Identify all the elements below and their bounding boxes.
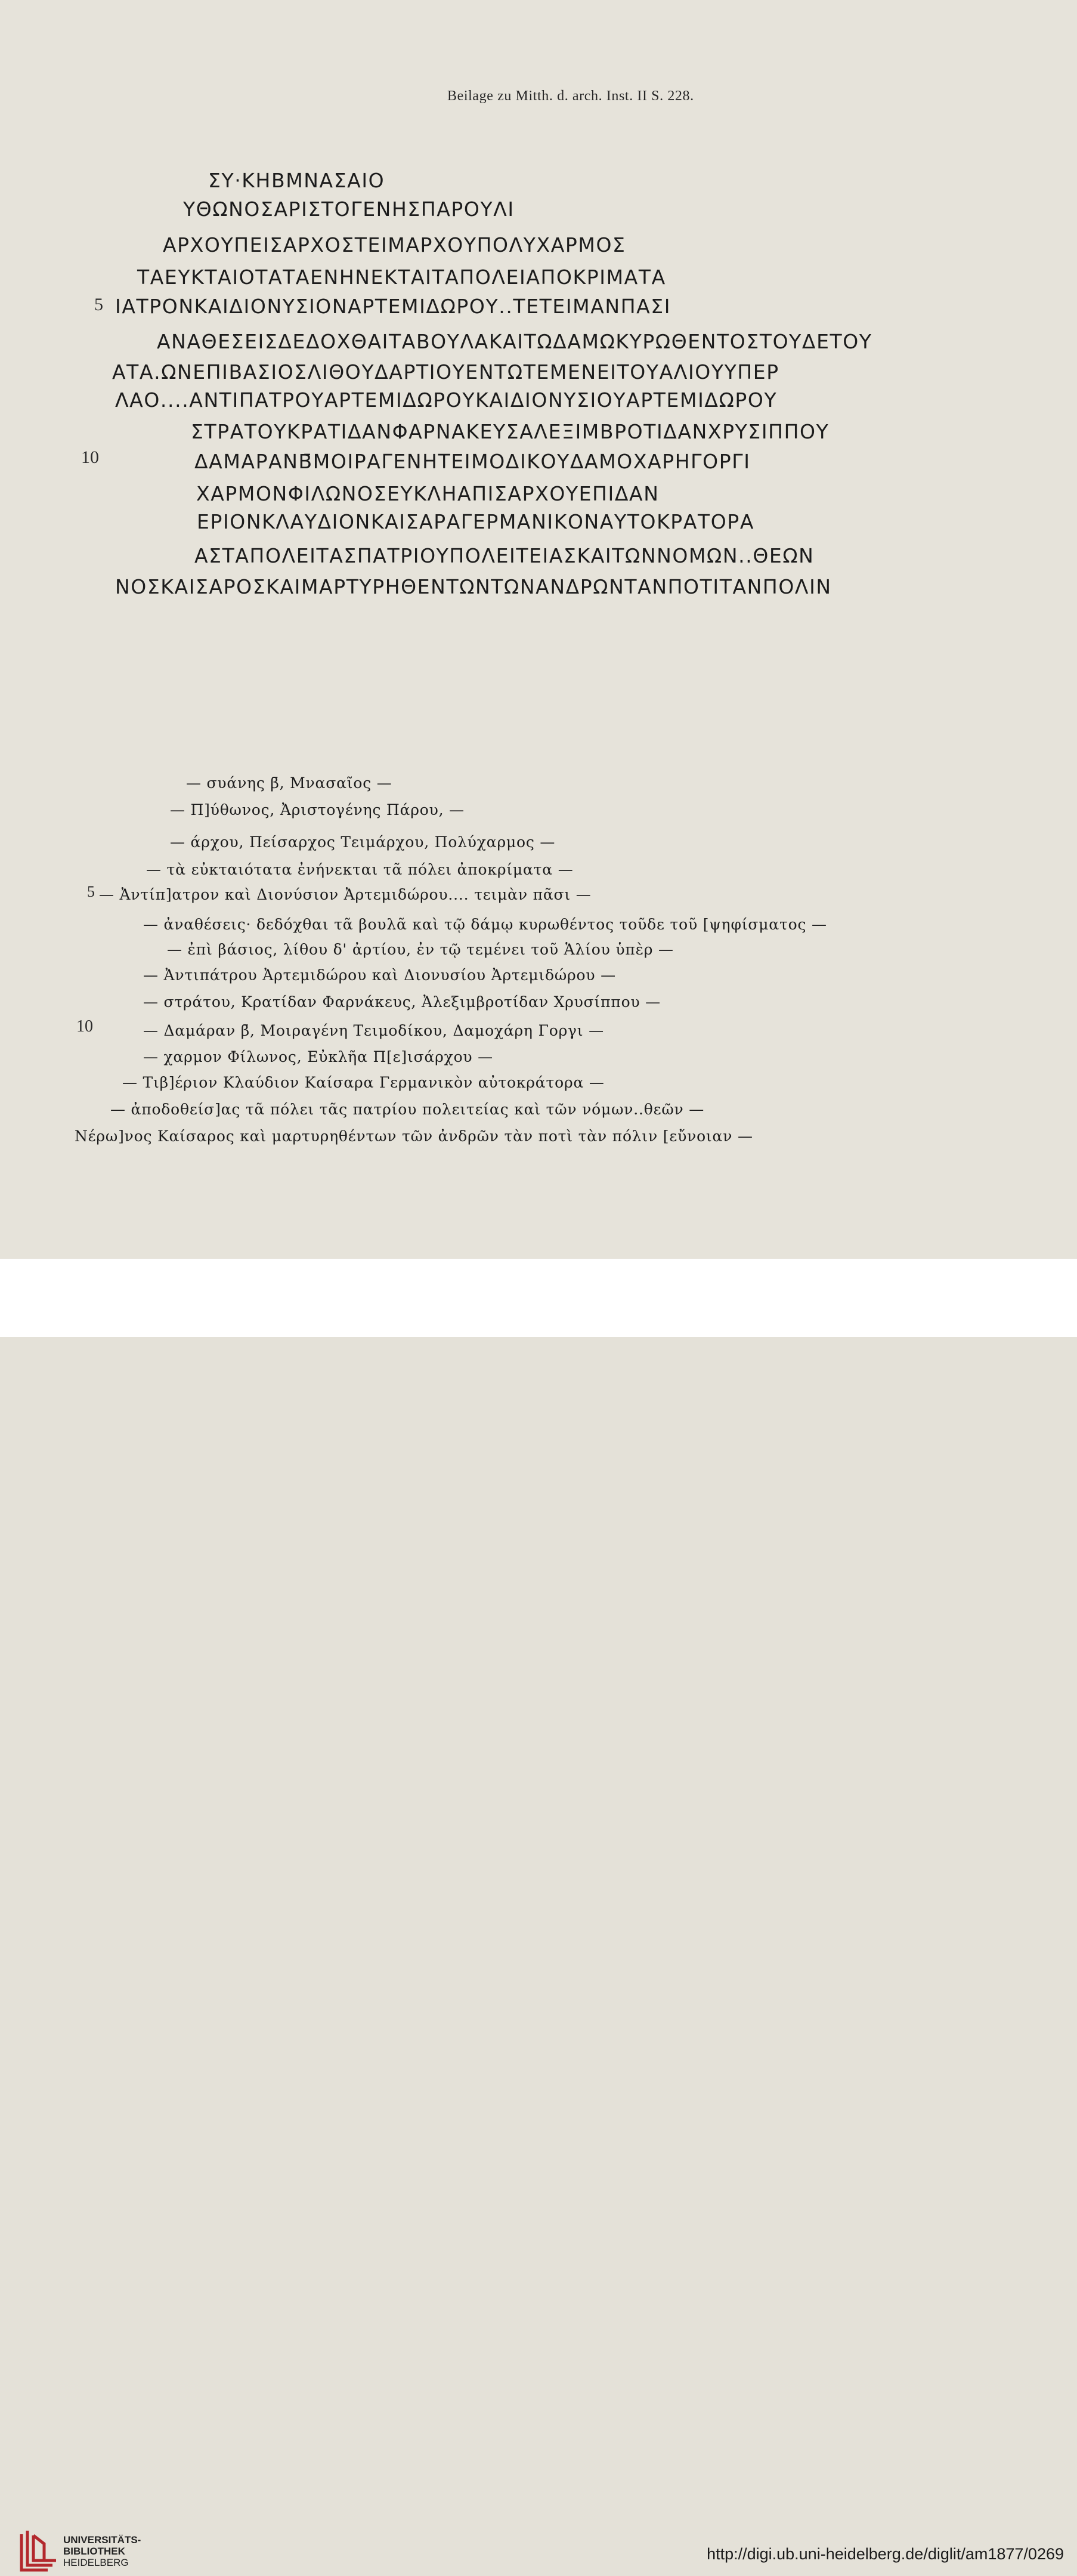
page-header-citation: Beilage zu Mitth. d. arch. Inst. II S. 228. <box>447 88 694 104</box>
inscription-line-10: ΔΑΜΑΡΑΝΒ̄ΜΟΙΡΑΓΕΝΗΤΕΙΜΟΔΙΚΟΥΔΑΜΟΧΑΡΗΓΟΡΓΙ <box>194 450 751 473</box>
transcription-line-3: — άρχου, Πείσαρχος Τειμάρχου, Πολύχαρμος — <box>170 833 556 851</box>
transcription-line-5: — Ἀντίπ]ατρον καὶ Διονύσιον Ἀρτεμιδώρου.... τειμὰν πᾶσι — <box>99 886 592 903</box>
transcription-line-14: Νέρω]νος Καίσαρος καὶ μαρτυρηθέντων τῶν ἀνδρῶν τὰν ποτὶ τὰν πόλιν [εὔνοιαν — <box>75 1128 753 1145</box>
library-name <box>63 2534 141 2568</box>
scanned-page <box>0 0 1077 1259</box>
inscription-line-5: ΙΑΤΡΟΝΚΑΙΔΙΟΝΥΣΙΟΝΑΡΤΕΜΙΔΩΡΟΥ..ΤΕΤΕΙΜΑΝΠΑΣΙ <box>115 295 671 318</box>
inscription-line-6: ΑΝΑΘΕΣΕΙΣΔΕΔΟΧΘΑΙΤΑΒΟΥΛΑΚΑΙΤΩΔΑΜΩΚΥΡΩΘΕΝΤΟΣΤΟΥΔΕΤΟΥ <box>157 330 872 353</box>
transcription-line-13: — ἀποδοθείσ]ας τᾶ πόλει τᾶς πατρίου πολειτείας καὶ τῶν νόμων..θεῶν — <box>110 1101 705 1118</box>
transcription-line-12: — Τιβ]έριον Κλαύδιον Καίσαρα Γερμανικὸν αὐτοκράτορα — <box>122 1074 605 1091</box>
inscription-line-7: ΑΤΑ.ΩΝΕΠΙΒΑΣΙΟΣΛΙΘΟΥΔΑΡΤΙΟΥΕΝΤΩΤΕΜΕΝΕΙΤΟΥΑΛΙΟΥΥΠΕΡ <box>112 360 779 384</box>
transcription-line-2: — Π]ύθωνος, Ἀριστογένης Πάρου, — <box>170 801 465 818</box>
inscription-line-13: ΑΣΤΑΠΟΛΕΙΤΑΣΠΑΤΡΙΟΥΠΟΛΕΙΤΕΙΑΣΚΑΙΤΩΝΝΟΜΩΝ..ΘΕΩΝ <box>194 544 815 567</box>
inscription-line-4: ΤΑΕΥΚΤΑΙΟΤΑΤΑΕΝΗΝΕΚΤΑΙΤΑΠΟΛΕΙΑΠΟΚΡΙΜΑΤΑ <box>137 265 666 289</box>
transcription-line-10: — Δαμάραν β̄, Μοιραγένη Τειμοδίκου, Δαμοχάρη Γοργι — <box>143 1022 604 1039</box>
transcription-line-9: — στράτου, Κρατίδαν Φαρνάκευς, Ἀλεξιμβροτίδαν Χρυσίππου — <box>143 993 661 1011</box>
transcription-line-4: — τὰ εὐκταιότατα ἐνήνεκται τᾶ πόλει ἀποκρίματα — <box>146 861 574 878</box>
transcription-line-8: — Ἀντιπάτρου Ἀρτεμιδώρου καὶ Διονυσίου Ἀρτεμιδώρου — <box>143 966 616 984</box>
inscription-line-8: ΛΑΟ....ΑΝΤΙΠΑΤΡΟΥΑΡΤΕΜΙΔΩΡΟΥΚΑΙΔΙΟΝΥΣΙΟΥΑΡΤΕΜΙΔΩΡΟΥ <box>115 388 778 412</box>
viewer-footer <box>0 1259 1077 2568</box>
transcription-line-6: — ἀναθέσεις· δεδόχθαι τᾶ βουλᾶ καὶ τῷ δάμῳ κυρωθέντος τοῦδε τοῦ [ψηφίσματος — <box>143 916 827 933</box>
library-name-line-2: BIBLIOTHEK <box>63 2546 125 2557</box>
transcription-line-1: — συάνης β̄, Μνασαῖος — <box>186 774 392 792</box>
permalink-url[interactable]: http://digi.ub.uni-heidelberg.de/diglit/am1877/0269 <box>707 2545 1064 2563</box>
library-name-line-3: HEIDELBERG <box>63 2557 129 2568</box>
inscription-line-3: ΑΡΧΟΥΠΕΙΣΑΡΧΟΣΤΕΙΜΑΡΧΟΥΠΟΛΥΧΑΡΜΟΣ <box>163 233 626 257</box>
inscription-line-9: ΣΤΡΑΤΟΥΚΡΑΤΙΔΑΝΦΑΡΝΑΚΕΥΣΑΛΕΞΙΜΒΡΟΤΙΔΑΝΧΡΥΣΙΠΠΟΥ <box>191 420 830 443</box>
inscription-line-14: ΝΟΣΚΑΙΣΑΡΟΣΚΑΙΜΑΡΤΥΡΗΘΕΝΤΩΝΤΩΝΑΝΔΡΩΝΤΑΝΠΟΤΙΤΑΝΠΟΛΙΝ <box>115 575 832 598</box>
library-logo-icon <box>13 2528 61 2576</box>
inscription-line-11: ΧΑΡΜΟΝΦΙΛΩΝΟΣΕΥΚΛΗΑΠΙΣΑΡΧΟΥΕΠΙΔΑΝ <box>196 482 660 505</box>
transcription-line-number-5: 5 <box>87 883 95 900</box>
transcription-line-number-10: 10 <box>76 1017 93 1036</box>
transcription-line-11: — χαρμον Φίλωνος, Εὐκλῆα Π[ε]ισάρχου — <box>143 1048 493 1065</box>
inscription-line-12: ΕΡΙΟΝΚΛΑΥΔΙΟΝΚΑΙΣΑΡΑΓΕΡΜΑΝΙΚΟΝΑΥΤΟΚΡΑΤΟΡΑ <box>197 510 754 533</box>
library-name-line-1: UNIVERSITÄTS- <box>63 2534 141 2546</box>
inscription-line-1: ΣΥ·ΚΗΒΜΝΑΣΑΙΟ <box>208 169 385 192</box>
transcription-line-7: — ἐπὶ βάσιος, λίθου δ' ἀρτίου, ἐν τῷ τεμένει τοῦ Ἁλίου ὑπὲρ — <box>167 941 674 958</box>
inscription-line-number-5: 5 <box>94 295 103 314</box>
inscription-line-number-10: 10 <box>81 447 99 467</box>
inscription-line-2: ΥΘΩΝΟΣΑΡΙΣΤΟΓΕΝΗΣΠΑΡΟΥΛΙ <box>183 197 515 221</box>
